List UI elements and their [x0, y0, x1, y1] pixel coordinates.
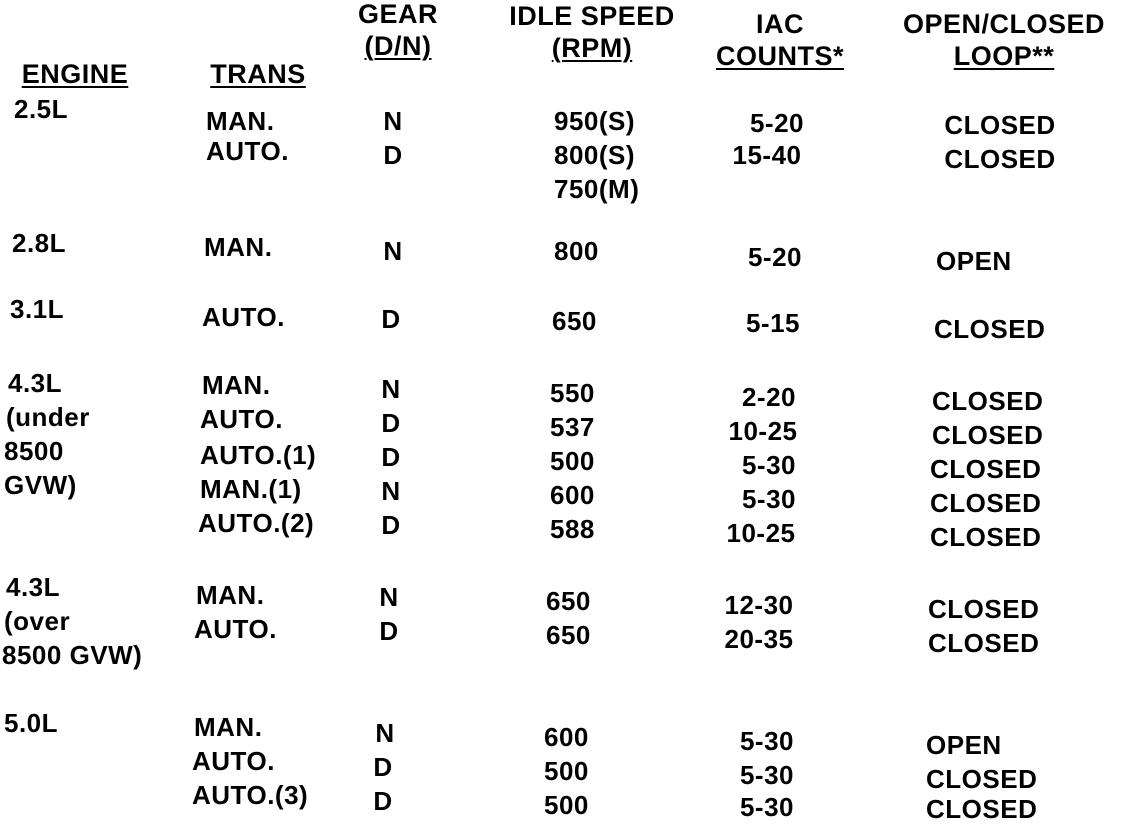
- engine-label: (over: [4, 606, 71, 636]
- gear-cell: D: [381, 304, 401, 334]
- rpm-cell: 500: [544, 790, 589, 820]
- gear-cell: N: [383, 236, 403, 266]
- header-idle-speed: [492, 0, 692, 64]
- trans-cell: AUTO.: [192, 746, 275, 776]
- loop-cell: CLOSED: [928, 594, 1040, 624]
- trans-cell: AUTO.(1): [200, 440, 317, 470]
- trans-cell: MAN.: [206, 106, 275, 136]
- trans-cell: MAN.: [202, 370, 271, 400]
- header-engine-label: ENGINE: [21, 59, 129, 89]
- loop-cell: CLOSED: [926, 794, 1038, 824]
- rpm-cell: 500: [544, 756, 589, 786]
- trans-cell: AUTO.(2): [198, 508, 315, 538]
- rpm-cell: 500: [550, 446, 595, 476]
- gear-cell: D: [373, 752, 393, 782]
- engine-label: 8500: [4, 436, 64, 466]
- iac-cell: 10-25: [726, 518, 796, 548]
- iac-cell: 5-20: [749, 108, 805, 138]
- gear-cell: N: [383, 106, 403, 136]
- engine-label: 3.1L: [10, 294, 65, 324]
- header-gear: [343, 0, 453, 62]
- gear-cell: N: [375, 718, 395, 748]
- trans-cell: AUTO.: [202, 302, 285, 332]
- loop-cell: CLOSED: [932, 386, 1044, 416]
- iac-cell: 5-30: [739, 726, 795, 756]
- trans-cell: AUTO.: [206, 136, 289, 166]
- loop-cell: CLOSED: [932, 420, 1044, 450]
- engine-label: 4.3L: [6, 572, 61, 602]
- rpm-cell: 800(S): [554, 140, 636, 170]
- rpm-cell: 950(S): [554, 106, 636, 136]
- loop-cell: CLOSED: [930, 488, 1042, 518]
- loop-cell: OPEN: [926, 730, 1002, 760]
- rpm-cell: 800: [554, 236, 599, 266]
- gear-cell: N: [381, 476, 401, 506]
- iac-cell: 15-40: [732, 140, 802, 170]
- header-loop-bottom: LOOP**: [953, 41, 1055, 71]
- rpm-cell: 750(M): [554, 174, 640, 204]
- header-open-closed-loop: [884, 8, 1124, 72]
- gear-cell: N: [381, 374, 401, 404]
- gear-cell: D: [373, 786, 393, 816]
- iac-cell: 5-15: [745, 308, 801, 338]
- trans-cell: MAN.(1): [200, 474, 302, 504]
- rpm-cell: 550: [550, 378, 595, 408]
- gear-cell: D: [381, 442, 401, 472]
- engine-label: 8500 GVW): [2, 640, 143, 670]
- iac-cell: 20-35: [724, 624, 794, 654]
- loop-cell: CLOSED: [944, 144, 1056, 174]
- engine-label: (under: [6, 402, 90, 432]
- trans-cell: MAN.: [194, 712, 263, 742]
- header-engine: [10, 26, 140, 90]
- loop-cell: CLOSED: [944, 110, 1056, 140]
- trans-cell: AUTO.: [194, 614, 277, 644]
- gear-cell: D: [381, 408, 401, 438]
- iac-cell: 5-20: [747, 242, 803, 272]
- header-idle-bottom: (RPM): [551, 33, 633, 63]
- header-iac-top: IAC: [756, 9, 804, 39]
- header-trans-label: TRANS: [210, 59, 306, 89]
- gear-cell: D: [379, 616, 399, 646]
- iac-cell: 5-30: [741, 450, 797, 480]
- iac-cell: 5-30: [741, 484, 797, 514]
- engine-label: 2.8L: [12, 228, 67, 258]
- iac-cell: 10-25: [728, 416, 798, 446]
- rpm-cell: 650: [552, 306, 597, 336]
- trans-cell: MAN.: [204, 232, 273, 262]
- header-iac-bottom: COUNTS*: [715, 41, 844, 71]
- rpm-cell: 600: [550, 480, 595, 510]
- iac-cell: 5-30: [739, 760, 795, 790]
- gear-cell: D: [383, 140, 403, 170]
- rpm-cell: 600: [544, 722, 589, 752]
- loop-cell: CLOSED: [930, 522, 1042, 552]
- header-iac-counts: [700, 8, 860, 72]
- trans-cell: MAN.: [196, 580, 265, 610]
- rpm-cell: 650: [546, 586, 591, 616]
- rpm-cell: 537: [550, 412, 595, 442]
- gear-cell: D: [381, 510, 401, 540]
- loop-cell: CLOSED: [934, 314, 1046, 344]
- engine-label: 5.0L: [4, 708, 59, 738]
- header-gear-bottom: (D/N): [364, 31, 432, 61]
- trans-cell: AUTO.(3): [192, 780, 309, 810]
- header-loop-top: OPEN/CLOSED: [902, 9, 1106, 39]
- rpm-cell: 588: [550, 514, 595, 544]
- trans-cell: AUTO.: [200, 404, 283, 434]
- loop-cell: CLOSED: [928, 628, 1040, 658]
- engine-label: 2.5L: [14, 94, 69, 124]
- iac-cell: 5-30: [739, 792, 795, 822]
- loop-cell: CLOSED: [930, 454, 1042, 484]
- iac-cell: 2-20: [741, 382, 797, 412]
- header-trans: [200, 26, 316, 90]
- loop-cell: CLOSED: [926, 764, 1038, 794]
- engine-label: GVW): [4, 470, 77, 500]
- iac-cell: 12-30: [724, 590, 794, 620]
- engine-label: 4.3L: [8, 368, 63, 398]
- header-idle-top: IDLE SPEED: [509, 1, 675, 31]
- gear-cell: N: [379, 582, 399, 612]
- header-gear-top: GEAR: [357, 0, 438, 29]
- loop-cell: OPEN: [936, 246, 1012, 276]
- rpm-cell: 650: [546, 620, 591, 650]
